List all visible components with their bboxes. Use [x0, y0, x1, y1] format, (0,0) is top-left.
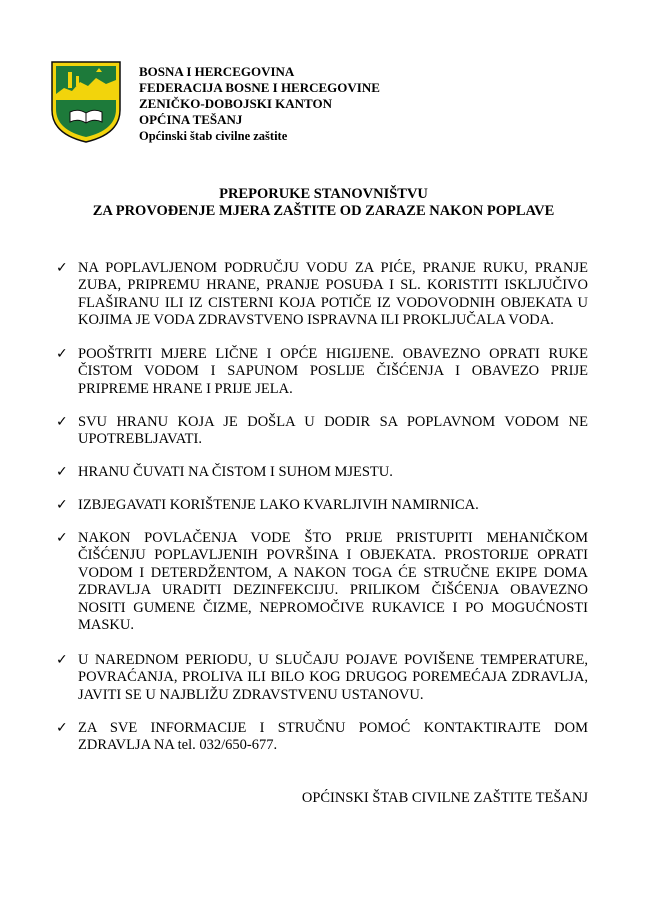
checkmark-icon: ✓: [56, 652, 68, 668]
recommendation-item: [56, 530, 588, 634]
checkmark-icon: ✓: [56, 497, 68, 513]
recommendation-item: [56, 414, 588, 449]
coat-of-arms-icon: [50, 58, 122, 144]
recommendation-item: [56, 652, 588, 704]
recommendation-text: NA POPLAVLJENOM PODRUČJU VODU ZA PIĆE, PRANJE RUKU, PRANJE ZUBA, PRIPREMU HRANE, PRANJE POSUĐA I SL. KORISTITI ISKLJUČIVO FLAŠIRANU ILI IZ CISTERNI KOJA POTIČE IZ VODOVODNIH OBJEKATA U KOJIMA JE VODA ZDRAVSTVENO ISPRAVNA ILI PROKLJUČALA VODA.: [78, 260, 588, 329]
header-country: BOSNA I HERCEGOVINA: [139, 64, 295, 79]
recommendation-item: [56, 720, 588, 755]
recommendation-text: HRANU ČUVATI NA ČISTOM I SUHOM MJESTU.: [78, 464, 393, 480]
recommendation-text: POOŠTRITI MJERE LIČNE I OPĆE HIGIJENE. OBAVEZNO OPRATI RUKE ČISTOM VODOM I SAPUNOM POSLIJE ČIŠĆENJA I OBAVEZO PRIJE PRIPREME HRANE I PRIJE JELA.: [78, 346, 588, 397]
recommendation-item: [56, 497, 588, 514]
checkmark-icon: ✓: [56, 464, 68, 480]
recommendation-item: [56, 346, 588, 398]
recommendation-item: [56, 260, 588, 330]
document-title: [0, 186, 647, 220]
recommendation-text: SVU HRANU KOJA JE DOŠLA U DODIR SA POPLAVNOM VODOM NE UPOTREBLJAVATI.: [78, 414, 588, 448]
header-office: Općinski štab civilne zaštite: [139, 129, 288, 143]
header-block: [139, 64, 380, 144]
header-canton: ZENIČKO-DOBOJSKI KANTON: [139, 96, 332, 111]
footer-signature: OPĆINSKI ŠTAB CIVILNE ZAŠTITE TEŠANJ: [301, 790, 588, 806]
checkmark-icon: ✓: [56, 530, 68, 546]
title-line-1: PREPORUKE STANOVNIŠTVU: [219, 186, 428, 202]
recommendation-text: NAKON POVLAČENJA VODE ŠTO PRIJE PRISTUPITI MEHANIČKOM ČIŠĆENJU POPLAVLJENIH POVRŠINA I OBJEKATA. PROSTORIJE OPRATI VODOM I DETERDŽENTOM, A NAKON TOGA ĆE STRUČNE EKIPE DOMA ZDRAVLJA URADITI DEZINFEKCIJU. PRILIKOM ČIŠĆENJA OBAVEZNO NOSITI GUMENE ČIZME, NEPROMOČIVE RUKAVICE I PO MOGUĆNOSTI MASKU.: [78, 530, 588, 634]
header-municipality: OPĆINA TEŠANJ: [139, 112, 243, 127]
checkmark-icon: ✓: [56, 346, 68, 362]
header-federation: FEDERACIJA BOSNE I HERCEGOVINE: [139, 80, 380, 95]
checkmark-icon: ✓: [56, 720, 68, 736]
recommendation-text: IZBJEGAVATI KORIŠTENJE LAKO KVARLJIVIH NAMIRNICA.: [78, 497, 479, 513]
checkmark-icon: ✓: [56, 260, 68, 276]
checkmark-icon: ✓: [56, 414, 68, 430]
title-line-2: ZA PROVOĐENJE MJERA ZAŠTITE OD ZARAZE NAKON POPLAVE: [92, 203, 555, 219]
recommendation-item: [56, 464, 588, 481]
recommendation-text: U NAREDNOM PERIODU, U SLUČAJU POJAVE POVIŠENE TEMPERATURE, POVRAĆANJA, PROLIVA ILI BILO KOG DRUGOG POREMEĆAJA ZDRAVLJA, JAVITI SE U NAJBLIŽU ZDRAVSTVENU USTANOVU.: [78, 652, 588, 703]
recommendation-text: ZA SVE INFORMACIJE I STRUČNU POMOĆ KONTAKTIRAJTE DOM ZDRAVLJA NA tel. 032/650-677.: [78, 720, 588, 754]
